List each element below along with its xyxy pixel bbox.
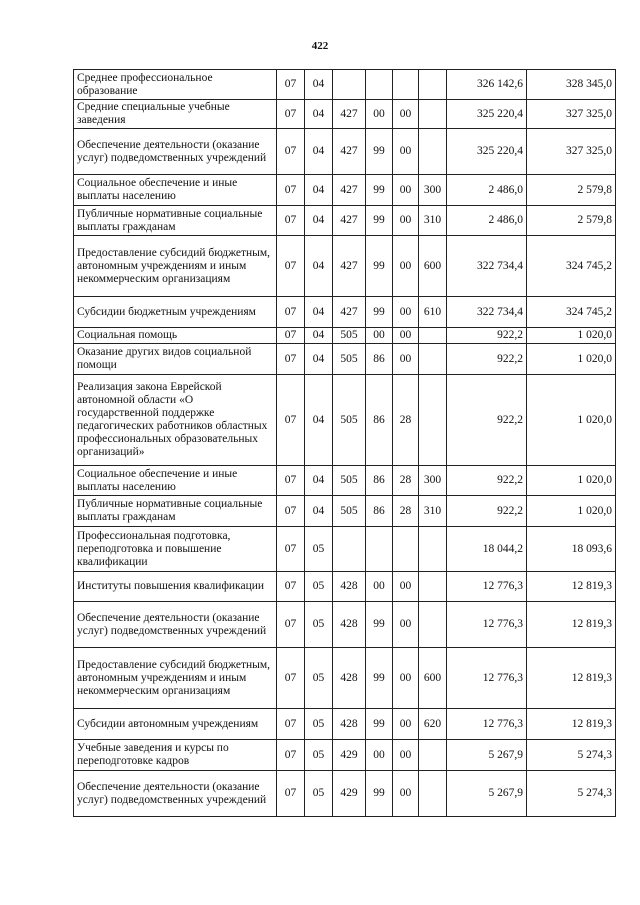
subsection-code-cell: 04 [305, 466, 333, 496]
target-article-cell-3 [393, 527, 419, 572]
table-row [74, 496, 616, 527]
row-name-cell: Социальная помощь [74, 328, 277, 344]
table-row [74, 175, 616, 206]
target-article-cell-2: 99 [366, 602, 393, 648]
target-article-cell-1: 427 [333, 297, 366, 328]
table-row [74, 206, 616, 236]
row-name-cell: Социальное обеспечение и иные выплаты населению [74, 466, 277, 496]
target-article-cell-3: 00 [393, 572, 419, 602]
target-article-cell-2: 00 [366, 100, 393, 129]
target-article-cell-3: 00 [393, 602, 419, 648]
target-article-cell-3: 00 [393, 206, 419, 236]
section-code-cell: 07 [277, 466, 305, 496]
target-article-cell-2: 86 [366, 466, 393, 496]
target-article-cell-1: 429 [333, 771, 366, 817]
target-article-cell-3: 00 [393, 740, 419, 771]
amount-year1-cell: 322 734,4 [447, 297, 527, 328]
expense-type-cell [419, 70, 447, 100]
subsection-code-cell: 04 [305, 375, 333, 466]
subsection-code-cell: 04 [305, 175, 333, 206]
subsection-code-cell: 05 [305, 771, 333, 817]
row-name-cell: Реализация закона Еврейской автономной области «О государственной поддержке педагогических работников областных профессиональных образовательных организаций» [74, 375, 277, 466]
amount-year1-cell: 2 486,0 [447, 175, 527, 206]
target-article-cell-3: 00 [393, 328, 419, 344]
amount-year2-cell: 324 745,2 [527, 236, 616, 297]
row-name-cell: Публичные нормативные социальные выплаты гражданам [74, 206, 277, 236]
target-article-cell-1: 427 [333, 100, 366, 129]
section-code-cell: 07 [277, 527, 305, 572]
amount-year2-cell: 18 093,6 [527, 527, 616, 572]
amount-year2-cell: 1 020,0 [527, 328, 616, 344]
row-name-cell: Среднее профессиональное образование [74, 70, 277, 100]
row-name-cell: Обеспечение деятельности (оказание услуг) подведомственных учреждений [74, 602, 277, 648]
table-body [74, 70, 616, 817]
target-article-cell-2: 00 [366, 740, 393, 771]
section-code-cell: 07 [277, 648, 305, 709]
amount-year2-cell: 1 020,0 [527, 496, 616, 527]
amount-year2-cell: 5 274,3 [527, 740, 616, 771]
target-article-cell-1: 505 [333, 466, 366, 496]
target-article-cell-2 [366, 70, 393, 100]
amount-year1-cell: 325 220,4 [447, 100, 527, 129]
expense-type-cell [419, 527, 447, 572]
target-article-cell-3 [393, 70, 419, 100]
subsection-code-cell: 04 [305, 496, 333, 527]
subsection-code-cell: 05 [305, 648, 333, 709]
target-article-cell-2: 99 [366, 709, 393, 740]
target-article-cell-1: 505 [333, 328, 366, 344]
table-row [74, 527, 616, 572]
target-article-cell-1: 427 [333, 175, 366, 206]
expense-type-cell [419, 129, 447, 175]
target-article-cell-3: 00 [393, 236, 419, 297]
table-row [74, 466, 616, 496]
target-article-cell-1: 505 [333, 496, 366, 527]
amount-year2-cell: 327 325,0 [527, 100, 616, 129]
subsection-code-cell: 05 [305, 527, 333, 572]
expense-type-cell [419, 771, 447, 817]
amount-year2-cell: 5 274,3 [527, 771, 616, 817]
amount-year1-cell: 12 776,3 [447, 648, 527, 709]
amount-year2-cell: 327 325,0 [527, 129, 616, 175]
row-name-cell: Публичные нормативные социальные выплаты гражданам [74, 496, 277, 527]
table-row [74, 771, 616, 817]
amount-year1-cell: 922,2 [447, 375, 527, 466]
row-name-cell: Субсидии бюджетным учреждениям [74, 297, 277, 328]
section-code-cell: 07 [277, 496, 305, 527]
target-article-cell-2: 99 [366, 236, 393, 297]
target-article-cell-1: 428 [333, 602, 366, 648]
subsection-code-cell: 04 [305, 344, 333, 375]
target-article-cell-2: 00 [366, 572, 393, 602]
subsection-code-cell: 05 [305, 602, 333, 648]
subsection-code-cell: 04 [305, 70, 333, 100]
section-code-cell: 07 [277, 129, 305, 175]
target-article-cell-2: 86 [366, 344, 393, 375]
table-row [74, 129, 616, 175]
section-code-cell: 07 [277, 771, 305, 817]
amount-year1-cell: 326 142,6 [447, 70, 527, 100]
section-code-cell: 07 [277, 236, 305, 297]
target-article-cell-2: 99 [366, 297, 393, 328]
expense-type-cell: 310 [419, 206, 447, 236]
target-article-cell-3: 00 [393, 129, 419, 175]
target-article-cell-1: 428 [333, 648, 366, 709]
table-row [74, 70, 616, 100]
subsection-code-cell: 05 [305, 740, 333, 771]
target-article-cell-2: 99 [366, 648, 393, 709]
target-article-cell-2: 99 [366, 175, 393, 206]
expense-type-cell [419, 100, 447, 129]
amount-year1-cell: 325 220,4 [447, 129, 527, 175]
table-row [74, 236, 616, 297]
target-article-cell-3: 00 [393, 175, 419, 206]
row-name-cell: Учебные заведения и курсы по переподготовке кадров [74, 740, 277, 771]
expense-type-cell: 600 [419, 236, 447, 297]
target-article-cell-1: 427 [333, 206, 366, 236]
amount-year2-cell: 2 579,8 [527, 206, 616, 236]
amount-year1-cell: 922,2 [447, 328, 527, 344]
target-article-cell-3: 28 [393, 466, 419, 496]
section-code-cell: 07 [277, 206, 305, 236]
target-article-cell-2: 86 [366, 375, 393, 466]
table-row [74, 740, 616, 771]
table-row [74, 328, 616, 344]
subsection-code-cell: 05 [305, 572, 333, 602]
row-name-cell: Средние специальные учебные заведения [74, 100, 277, 129]
row-name-cell: Обеспечение деятельности (оказание услуг) подведомственных учреждений [74, 771, 277, 817]
page-number: 422 [311, 40, 329, 52]
amount-year1-cell: 2 486,0 [447, 206, 527, 236]
target-article-cell-1: 428 [333, 572, 366, 602]
amount-year2-cell: 12 819,3 [527, 709, 616, 740]
subsection-code-cell: 04 [305, 129, 333, 175]
section-code-cell: 07 [277, 344, 305, 375]
budget-table [73, 69, 616, 817]
amount-year2-cell: 2 579,8 [527, 175, 616, 206]
subsection-code-cell: 05 [305, 709, 333, 740]
section-code-cell: 07 [277, 297, 305, 328]
target-article-cell-1 [333, 527, 366, 572]
target-article-cell-3: 00 [393, 709, 419, 740]
section-code-cell: 07 [277, 602, 305, 648]
target-article-cell-1 [333, 70, 366, 100]
subsection-code-cell: 04 [305, 328, 333, 344]
expense-type-cell: 300 [419, 466, 447, 496]
subsection-code-cell: 04 [305, 206, 333, 236]
row-name-cell: Институты повышения квалификации [74, 572, 277, 602]
amount-year1-cell: 922,2 [447, 344, 527, 375]
row-name-cell: Предоставление субсидий бюджетным, автономным учреждениям и иным некоммерческим организациям [74, 648, 277, 709]
row-name-cell: Субсидии автономным учреждениям [74, 709, 277, 740]
expense-type-cell [419, 375, 447, 466]
target-article-cell-2: 00 [366, 328, 393, 344]
amount-year1-cell: 922,2 [447, 496, 527, 527]
table-row [74, 344, 616, 375]
expense-type-cell [419, 328, 447, 344]
amount-year2-cell: 1 020,0 [527, 466, 616, 496]
amount-year2-cell: 12 819,3 [527, 602, 616, 648]
amount-year2-cell: 1 020,0 [527, 344, 616, 375]
table-row [74, 572, 616, 602]
amount-year2-cell: 324 745,2 [527, 297, 616, 328]
expense-type-cell: 610 [419, 297, 447, 328]
expense-type-cell [419, 602, 447, 648]
table-row [74, 100, 616, 129]
row-name-cell: Оказание других видов социальной помощи [74, 344, 277, 375]
section-code-cell: 07 [277, 572, 305, 602]
section-code-cell: 07 [277, 70, 305, 100]
expense-type-cell: 620 [419, 709, 447, 740]
target-article-cell-1: 505 [333, 344, 366, 375]
amount-year2-cell: 1 020,0 [527, 375, 616, 466]
target-article-cell-3: 00 [393, 344, 419, 375]
target-article-cell-2: 99 [366, 771, 393, 817]
amount-year1-cell: 5 267,9 [447, 771, 527, 817]
target-article-cell-1: 428 [333, 709, 366, 740]
target-article-cell-2: 99 [366, 129, 393, 175]
target-article-cell-1: 505 [333, 375, 366, 466]
table-row [74, 602, 616, 648]
subsection-code-cell: 04 [305, 297, 333, 328]
table-row [74, 648, 616, 709]
amount-year2-cell: 12 819,3 [527, 648, 616, 709]
table-row [74, 709, 616, 740]
amount-year1-cell: 922,2 [447, 466, 527, 496]
expense-type-cell [419, 344, 447, 375]
amount-year2-cell: 12 819,3 [527, 572, 616, 602]
amount-year1-cell: 12 776,3 [447, 572, 527, 602]
section-code-cell: 07 [277, 175, 305, 206]
row-name-cell: Социальное обеспечение и иные выплаты населению [74, 175, 277, 206]
table-row [74, 375, 616, 466]
target-article-cell-2: 99 [366, 206, 393, 236]
section-code-cell: 07 [277, 740, 305, 771]
section-code-cell: 07 [277, 100, 305, 129]
subsection-code-cell: 04 [305, 236, 333, 297]
target-article-cell-3: 00 [393, 771, 419, 817]
section-code-cell: 07 [277, 709, 305, 740]
target-article-cell-3: 00 [393, 648, 419, 709]
target-article-cell-3: 28 [393, 496, 419, 527]
expense-type-cell: 310 [419, 496, 447, 527]
table-row [74, 297, 616, 328]
expense-type-cell [419, 572, 447, 602]
amount-year1-cell: 5 267,9 [447, 740, 527, 771]
target-article-cell-1: 427 [333, 129, 366, 175]
amount-year1-cell: 18 044,2 [447, 527, 527, 572]
amount-year1-cell: 12 776,3 [447, 602, 527, 648]
expense-type-cell: 300 [419, 175, 447, 206]
expense-type-cell: 600 [419, 648, 447, 709]
target-article-cell-2 [366, 527, 393, 572]
expense-type-cell [419, 740, 447, 771]
target-article-cell-2: 86 [366, 496, 393, 527]
target-article-cell-1: 429 [333, 740, 366, 771]
row-name-cell: Обеспечение деятельности (оказание услуг) подведомственных учреждений [74, 129, 277, 175]
section-code-cell: 07 [277, 328, 305, 344]
section-code-cell: 07 [277, 375, 305, 466]
amount-year2-cell: 328 345,0 [527, 70, 616, 100]
target-article-cell-3: 00 [393, 100, 419, 129]
amount-year1-cell: 322 734,4 [447, 236, 527, 297]
target-article-cell-3: 28 [393, 375, 419, 466]
row-name-cell: Профессиональная подготовка, переподготовка и повышение квалификации [74, 527, 277, 572]
target-article-cell-1: 427 [333, 236, 366, 297]
row-name-cell: Предоставление субсидий бюджетным, автономным учреждениям и иным некоммерческим организациям [74, 236, 277, 297]
subsection-code-cell: 04 [305, 100, 333, 129]
target-article-cell-3: 00 [393, 297, 419, 328]
amount-year1-cell: 12 776,3 [447, 709, 527, 740]
